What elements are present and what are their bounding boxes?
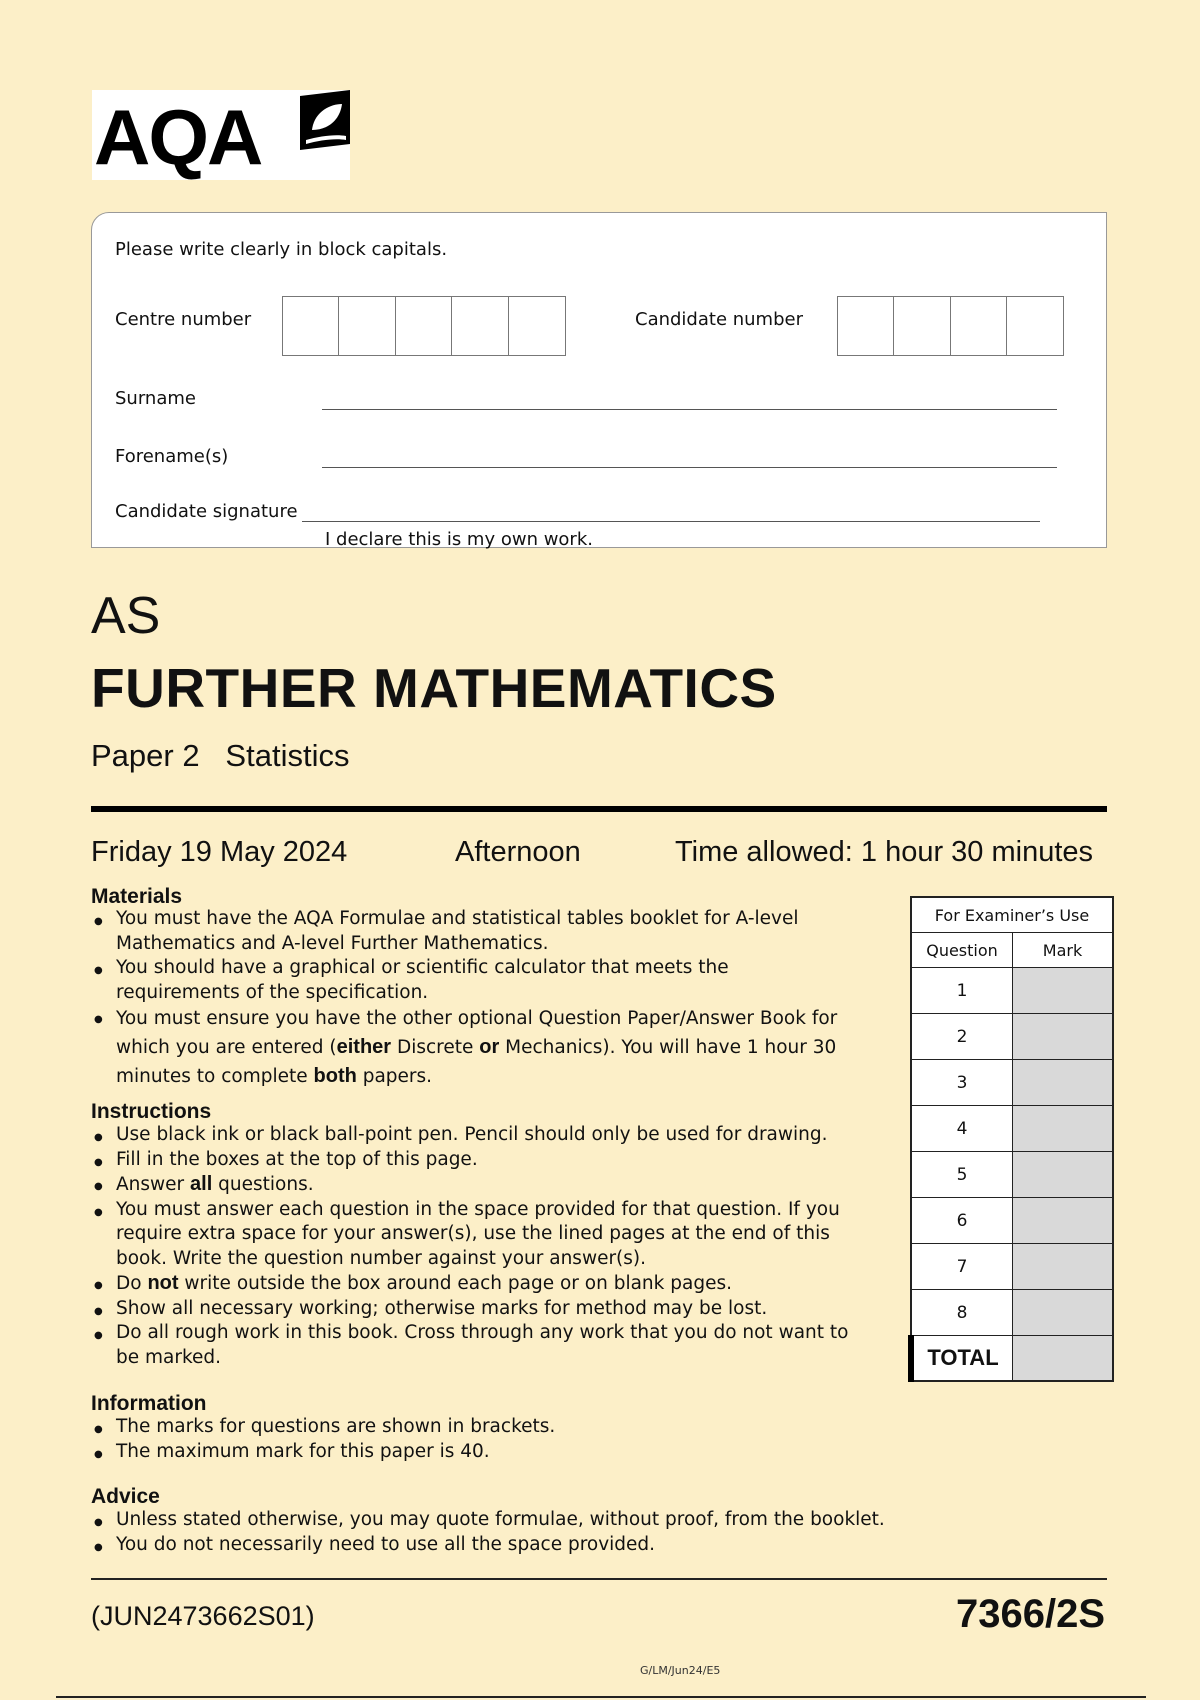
candidate-number-digit-box[interactable]: [1006, 296, 1064, 356]
mark-column-header: Mark: [1013, 933, 1114, 968]
mark-cell[interactable]: [1013, 1198, 1114, 1244]
specification-code: 7366/2S: [955, 1592, 1105, 1636]
instructions-heading: Instructions: [91, 1100, 212, 1123]
table-row: [911, 1060, 1113, 1106]
exam-session: Afternoon: [455, 836, 581, 868]
candidate-number-boxes: [838, 296, 1064, 356]
mark-cell[interactable]: [1013, 1152, 1114, 1198]
table-row: [911, 1244, 1113, 1290]
total-mark-cell[interactable]: [1013, 1336, 1114, 1382]
list-item: ● The maximum mark for this paper is 40.: [91, 1440, 991, 1465]
examiner-table-title: For Examiner’s Use: [911, 897, 1113, 933]
list-item: ● You do not necessarily need to use all the space provided.: [91, 1533, 991, 1558]
question-number: 2: [911, 1014, 1013, 1060]
mark-cell[interactable]: [1013, 1290, 1114, 1336]
mark-cell[interactable]: [1013, 1060, 1114, 1106]
print-code: G/LM/Jun24/E5: [640, 1664, 721, 1677]
question-number: 7: [911, 1244, 1013, 1290]
logo-text: AQA: [94, 93, 262, 181]
table-row: [911, 968, 1113, 1014]
paper-code: (JUN2473662S01): [91, 1601, 315, 1631]
mark-cell[interactable]: [1013, 1244, 1114, 1290]
list-item: ● You must ensure you have the other optional Question Paper/Answer Book for which you are entered (either Discrete or Mechanics). You will have 1 hour 30 minutes to complete both papers.: [91, 1005, 851, 1091]
aqa-leaf-icon: [298, 90, 352, 150]
list-item: ● You must answer each question in the space provided for that question. If you require extra space for your answer(s), use the lined pages at the end of this book. Write the question number against your answer(s).: [91, 1198, 851, 1272]
table-row: [911, 1336, 1113, 1382]
aqa-logo: [92, 90, 350, 180]
advice-list: [91, 1508, 991, 1557]
question-number: 4: [911, 1106, 1013, 1152]
surname-label: Surname: [115, 388, 196, 409]
centre-number-digit-box[interactable]: [451, 296, 509, 356]
centre-number-boxes: [283, 296, 566, 356]
footer-divider: [91, 1578, 1107, 1580]
signature-field[interactable]: [302, 521, 1040, 522]
qualification-level: AS: [91, 587, 161, 645]
materials-heading: Materials: [91, 885, 183, 908]
table-row: [911, 1198, 1113, 1244]
candidate-details-box: [91, 212, 1107, 548]
paper-title: [91, 736, 349, 776]
list-item: ● Do all rough work in this book. Cross through any work that you do not want to be marked.: [91, 1321, 851, 1370]
centre-number-digit-box[interactable]: [282, 296, 340, 356]
list-item: ● Unless stated otherwise, you may quote formulae, without proof, from the booklet.: [91, 1508, 991, 1533]
list-item: ● You should have a graphical or scientific calculator that meets the requirements of the specification.: [91, 956, 851, 1005]
centre-number-digit-box[interactable]: [395, 296, 453, 356]
exam-date: Friday 19 May 2024: [91, 836, 348, 868]
centre-number-digit-box[interactable]: [338, 296, 396, 356]
paper-number: Paper 2: [91, 738, 200, 773]
examiner-use-table: [908, 896, 1114, 1382]
information-heading: Information: [91, 1392, 207, 1415]
forename-label: Forename(s): [115, 446, 229, 467]
question-number: 8: [911, 1290, 1013, 1336]
list-item: ● You must have the AQA Formulae and statistical tables booklet for A-level Mathematics and A-level Further Mathematics.: [91, 907, 851, 956]
table-row: [911, 1106, 1113, 1152]
paper-component: Statistics: [225, 738, 350, 773]
advice-heading: Advice: [91, 1485, 160, 1508]
question-number: 1: [911, 968, 1013, 1014]
mark-cell[interactable]: [1013, 1014, 1114, 1060]
question-number: 5: [911, 1152, 1013, 1198]
question-column-header: Question: [911, 933, 1013, 968]
mark-cell[interactable]: [1013, 1106, 1114, 1152]
list-item: ● Do not write outside the box around each page or on blank pages.: [91, 1271, 851, 1297]
subject-title: FURTHER MATHEMATICS: [91, 657, 777, 719]
question-number: 3: [911, 1060, 1013, 1106]
table-row: [911, 1152, 1113, 1198]
information-list: [91, 1415, 991, 1464]
centre-number-label: Centre number: [115, 309, 252, 330]
table-row: [911, 1290, 1113, 1336]
signature-label: Candidate signature: [115, 501, 298, 522]
centre-number-digit-box[interactable]: [508, 296, 566, 356]
list-item: ● The marks for questions are shown in brackets.: [91, 1415, 991, 1440]
instructions-list: [91, 1123, 851, 1370]
candidate-number-digit-box[interactable]: [893, 296, 951, 356]
page-bottom-rule: [56, 1696, 1146, 1698]
time-allowed: Time allowed: 1 hour 30 minutes: [675, 836, 1094, 868]
block-capitals-instruction: Please write clearly in block capitals.: [115, 239, 448, 260]
list-item: ● Fill in the boxes at the top of this page.: [91, 1148, 851, 1173]
candidate-number-digit-box[interactable]: [950, 296, 1008, 356]
list-item: ● Answer all questions.: [91, 1172, 851, 1198]
table-row: [911, 1014, 1113, 1060]
title-divider: [91, 806, 1107, 812]
declaration-text: I declare this is my own work.: [325, 529, 593, 550]
surname-field[interactable]: [322, 409, 1057, 410]
forename-field[interactable]: [322, 467, 1057, 468]
mark-cell[interactable]: [1013, 968, 1114, 1014]
list-item: ● Show all necessary working; otherwise marks for method may be lost.: [91, 1297, 851, 1322]
total-label: TOTAL: [911, 1336, 1013, 1382]
candidate-number-label: Candidate number: [635, 309, 803, 330]
list-item: ● Use black ink or black ball-point pen. Pencil should only be used for drawing.: [91, 1123, 851, 1148]
candidate-number-digit-box[interactable]: [837, 296, 895, 356]
question-number: 6: [911, 1198, 1013, 1244]
materials-list: [91, 907, 851, 1091]
